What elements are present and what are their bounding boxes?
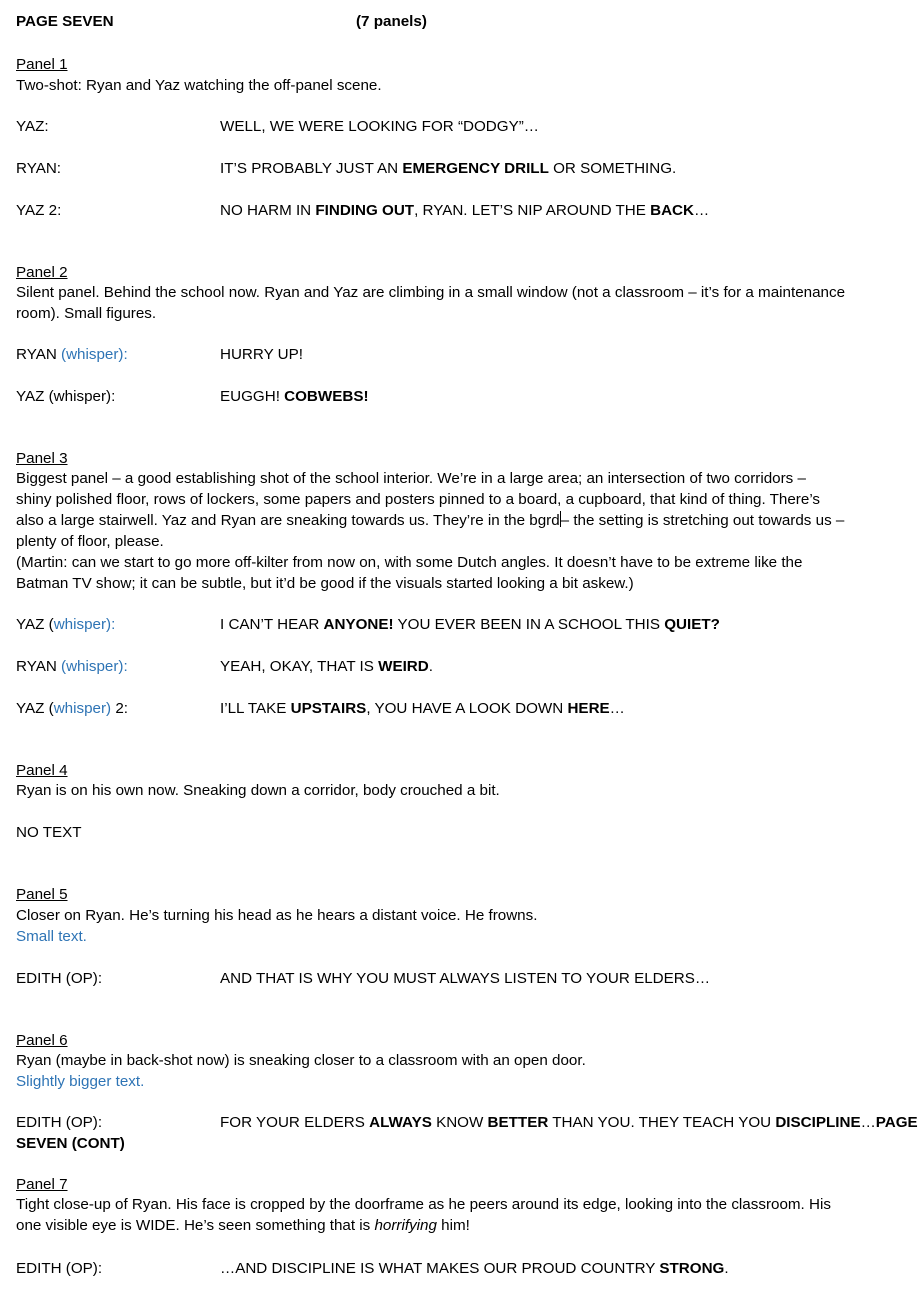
speaker-label: EDITH (OP): xyxy=(16,1260,103,1277)
dialogue-line: IT’S PROBABLY JUST AN EMERGENCY DRILL OR SOMETHING. xyxy=(220,160,677,177)
dialogue-line: …AND DISCIPLINE IS WHAT MAKES OUR PROUD COUNTRY STRONG. xyxy=(220,1260,729,1277)
page-continued: SEVEN (CONT) xyxy=(16,1135,125,1152)
panel-description: Silent panel. Behind the school now. Ryan and Yaz are climbing in a small window (not a classroom – it’s for a maintenance xyxy=(16,284,846,301)
speaker-label: YAZ (whisper): xyxy=(16,616,116,633)
dialogue-line: I CAN’T HEAR ANYONE! YOU EVER BEEN IN A SCHOOL THIS QUIET? xyxy=(220,616,720,633)
panel-description: Biggest panel – a good establishing shot of the school interior. We’re in a large area; an intersection of two corridors – xyxy=(16,470,806,487)
panel-description: Ryan (maybe in back-shot now) is sneaking closer to a classroom with an open door. xyxy=(16,1052,586,1069)
speaker-label: RYAN: xyxy=(16,160,62,177)
dialogue-line: HURRY UP! xyxy=(220,346,303,363)
panel-description: Tight close-up of Ryan. His face is cropped by the doorframe as he peers around its edge, looking into the classroom. His xyxy=(16,1196,831,1213)
speaker-label: YAZ (whisper) 2: xyxy=(16,700,128,717)
dialogue-line: AND THAT IS WHY YOU MUST ALWAYS LISTEN TO YOUR ELDERS… xyxy=(220,970,711,987)
panel-heading: Panel 4 xyxy=(16,762,68,779)
speaker-label: EDITH (OP): xyxy=(16,970,103,987)
speaker-label: RYAN (whisper): xyxy=(16,346,128,363)
panel-description: Two-shot: Ryan and Yaz watching the off-panel scene. xyxy=(16,77,382,94)
panel-description: Ryan is on his own now. Sneaking down a corridor, body crouched a bit. xyxy=(16,782,500,799)
panel-description: Batman TV show; it can be subtle, but it’d be good if the visuals started looking a bit askew.) xyxy=(16,575,634,592)
panel-heading: Panel 2 xyxy=(16,264,68,281)
panel-count: (7 panels) xyxy=(356,13,427,30)
panel-description: plenty of floor, please. xyxy=(16,533,164,550)
panel-description: also a large stairwell. Yaz and Ryan are sneaking towards us. They’re in the bgrd– the setting is stretching out towards us – xyxy=(16,512,845,529)
panel-heading: Panel 6 xyxy=(16,1032,68,1049)
lettering-note: Small text. xyxy=(16,928,87,945)
lettering-note: Slightly bigger text. xyxy=(16,1073,145,1090)
panel-heading: Panel 1 xyxy=(16,56,68,73)
panel-description: Closer on Ryan. He’s turning his head as he hears a distant voice. He frowns. xyxy=(16,907,538,924)
page-title: PAGE SEVEN xyxy=(16,13,114,30)
dialogue-line: EUGGH! COBWEBS! xyxy=(220,388,369,405)
speaker-label: EDITH (OP): xyxy=(16,1114,103,1131)
dialogue-line: I’LL TAKE UPSTAIRS, YOU HAVE A LOOK DOWN HERE… xyxy=(220,700,625,717)
speaker-label: YAZ (whisper): xyxy=(16,388,116,405)
dialogue-line: NO HARM IN FINDING OUT, RYAN. LET’S NIP AROUND THE BACK… xyxy=(220,202,710,219)
speaker-label: YAZ 2: xyxy=(16,202,62,219)
panel-heading: Panel 3 xyxy=(16,450,68,467)
panel-description: shiny polished floor, rows of lockers, some papers and posters pinned to a board, a cupboard, that kind of thing. There’s xyxy=(16,491,821,508)
panel-description: (Martin: can we start to go more off-kilter from now on, with some Dutch angles. It doesn’t have to be extreme like the xyxy=(16,554,803,571)
dialogue-line: WELL, WE WERE LOOKING FOR “DODGY”… xyxy=(220,118,539,135)
no-text-note: NO TEXT xyxy=(16,824,82,841)
panel-description: room). Small figures. xyxy=(16,305,157,322)
panel-description: one visible eye is WIDE. He’s seen something that is horrifying him! xyxy=(16,1217,470,1234)
dialogue-line: FOR YOUR ELDERS ALWAYS KNOW BETTER THAN YOU. THEY TEACH YOU DISCIPLINE…PAGE xyxy=(220,1114,918,1131)
panel-heading: Panel 7 xyxy=(16,1176,68,1193)
speaker-label: RYAN (whisper): xyxy=(16,658,128,675)
speaker-label: YAZ: xyxy=(16,118,49,135)
panel-heading: Panel 5 xyxy=(16,886,68,903)
dialogue-line: YEAH, OKAY, THAT IS WEIRD. xyxy=(220,658,433,675)
